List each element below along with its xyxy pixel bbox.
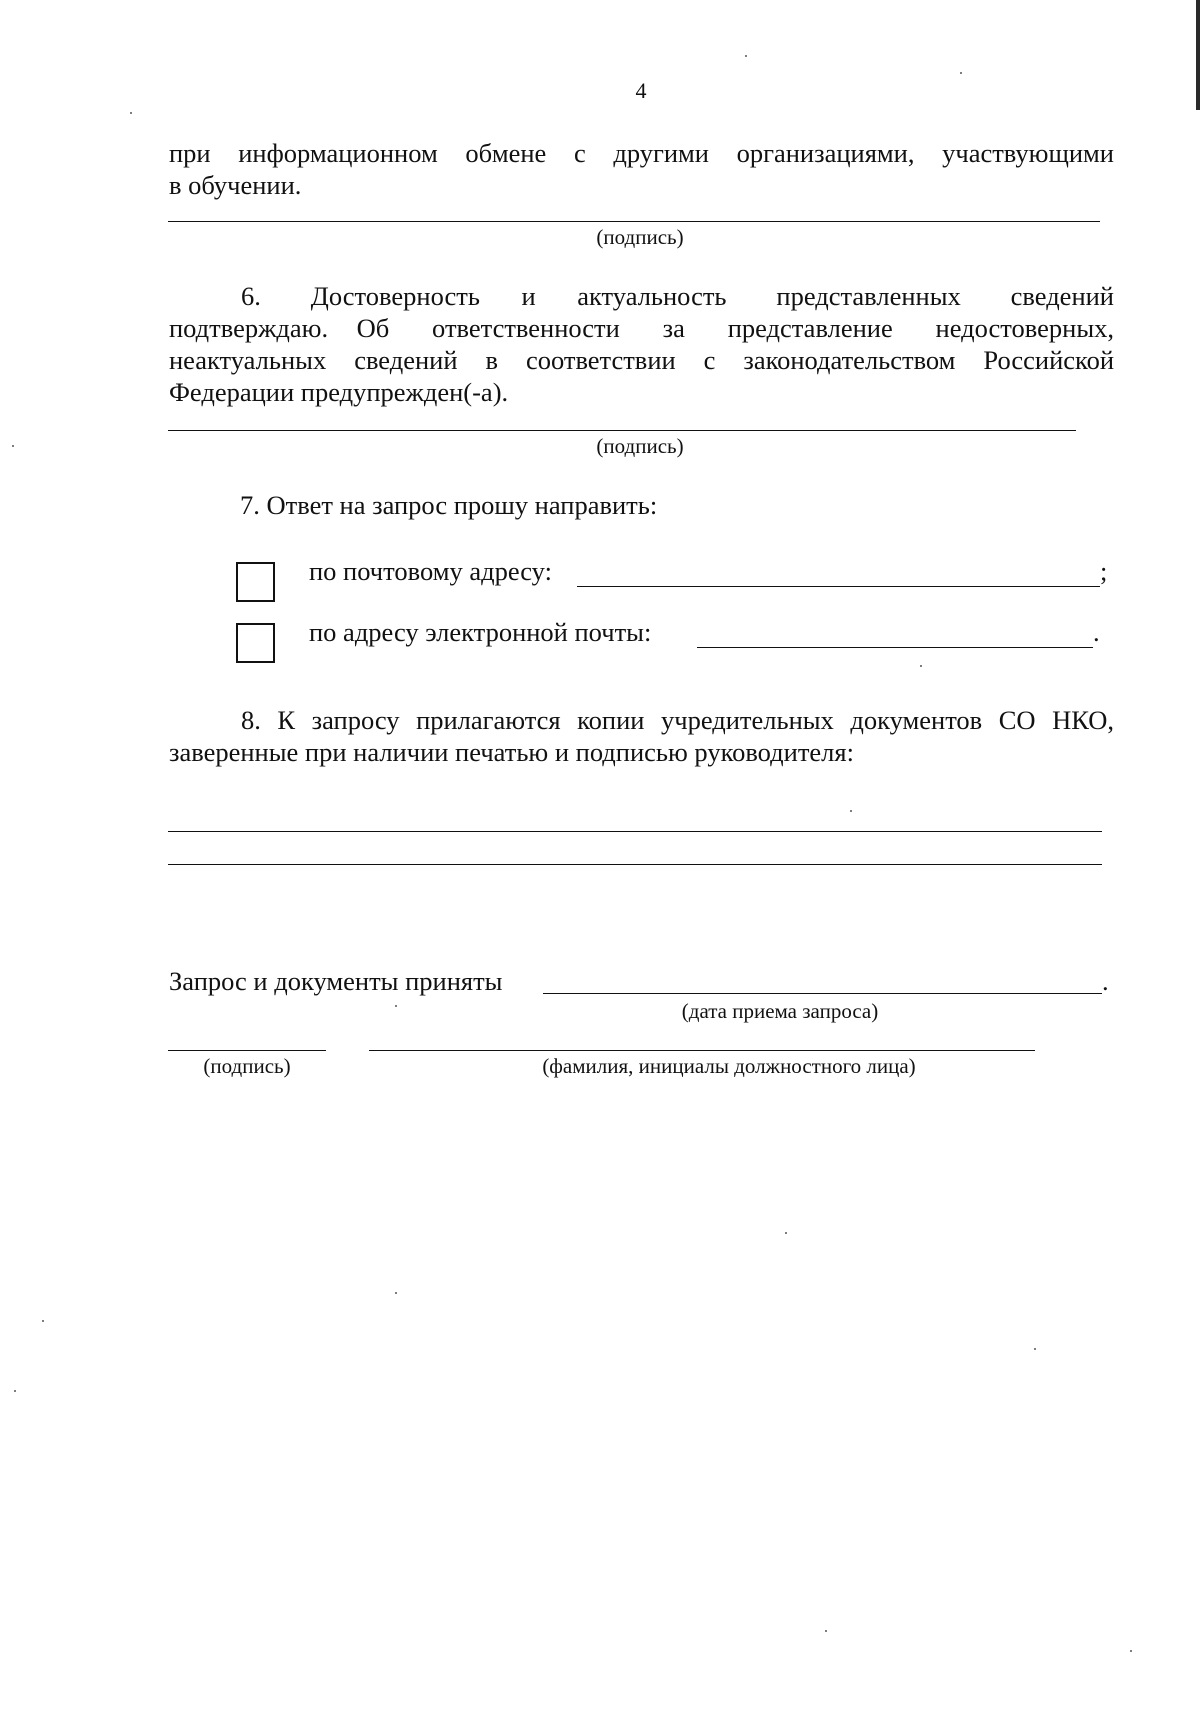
scan-speck — [42, 1320, 44, 1322]
intro-paragraph — [169, 137, 1114, 201]
item-6-paragraph — [169, 280, 1114, 408]
acceptance-date-field[interactable] — [543, 993, 1102, 994]
item-6-line-2: подтверждаю. Об ответственности за представление недостоверных, — [169, 313, 1114, 343]
email-address-checkbox[interactable] — [236, 623, 275, 663]
item-6-line-3: неактуальных сведений в соответствии с законодательством Российской — [169, 345, 1114, 375]
date-caption: (дата приема запроса) — [681, 999, 879, 1023]
item-7-heading: 7. Ответ на запрос прошу направить: — [240, 490, 658, 520]
scan-speck — [130, 112, 132, 114]
email-address-field[interactable] — [697, 647, 1093, 648]
signature-caption-1: (подпись) — [596, 225, 684, 249]
postal-address-end: ; — [1100, 556, 1108, 586]
acceptance-end: . — [1102, 966, 1109, 996]
scan-speck — [920, 665, 922, 667]
signature-caption-2: (подпись) — [596, 434, 684, 458]
scan-speck — [825, 1630, 827, 1632]
intro-line-1: при информационном обмене с другими организациями, участвующими — [169, 138, 1114, 168]
email-address-end: . — [1093, 617, 1100, 647]
documents-list-line-1[interactable] — [168, 831, 1102, 832]
scan-speck — [960, 72, 962, 74]
acceptance-signature-line[interactable] — [168, 1050, 326, 1051]
scan-speck — [395, 1292, 397, 1294]
scan-speck — [745, 55, 747, 57]
acceptance-signature-caption: (подпись) — [203, 1054, 291, 1078]
postal-address-field[interactable] — [577, 586, 1100, 587]
official-name-line[interactable] — [369, 1050, 1035, 1051]
email-address-label: по адресу электронной почты: — [309, 617, 652, 647]
item-8-line-1: 8. К запросу прилагаются копии учредительных документов СО НКО, — [241, 705, 1114, 735]
item-8-line-2: заверенные при наличии печатью и подписью руководителя: — [169, 737, 854, 767]
signature-line-1 — [168, 221, 1100, 222]
scan-speck — [12, 445, 14, 447]
intro-line-2: в обучении. — [169, 170, 302, 200]
signature-line-2 — [168, 430, 1076, 431]
acceptance-label: Запрос и документы приняты — [169, 966, 503, 996]
postal-address-checkbox[interactable] — [236, 562, 275, 602]
item-8-paragraph — [169, 704, 1114, 768]
scan-speck — [850, 810, 852, 812]
postal-address-label: по почтовому адресу: — [309, 556, 552, 586]
scan-speck — [395, 1005, 397, 1007]
item-6-line-4: Федерации предупрежден(-а). — [169, 377, 509, 407]
scan-speck — [785, 1232, 787, 1234]
scan-speck — [1034, 1348, 1036, 1350]
item-6-line-1: 6. Достоверность и актуальность представленных сведений — [241, 281, 1114, 311]
scan-speck — [1130, 1650, 1132, 1652]
page-number: 4 — [635, 78, 647, 103]
documents-list-line-2[interactable] — [168, 864, 1102, 865]
official-name-caption: (фамилия, инициалы должностного лица) — [542, 1054, 916, 1078]
scan-speck — [14, 1390, 16, 1392]
